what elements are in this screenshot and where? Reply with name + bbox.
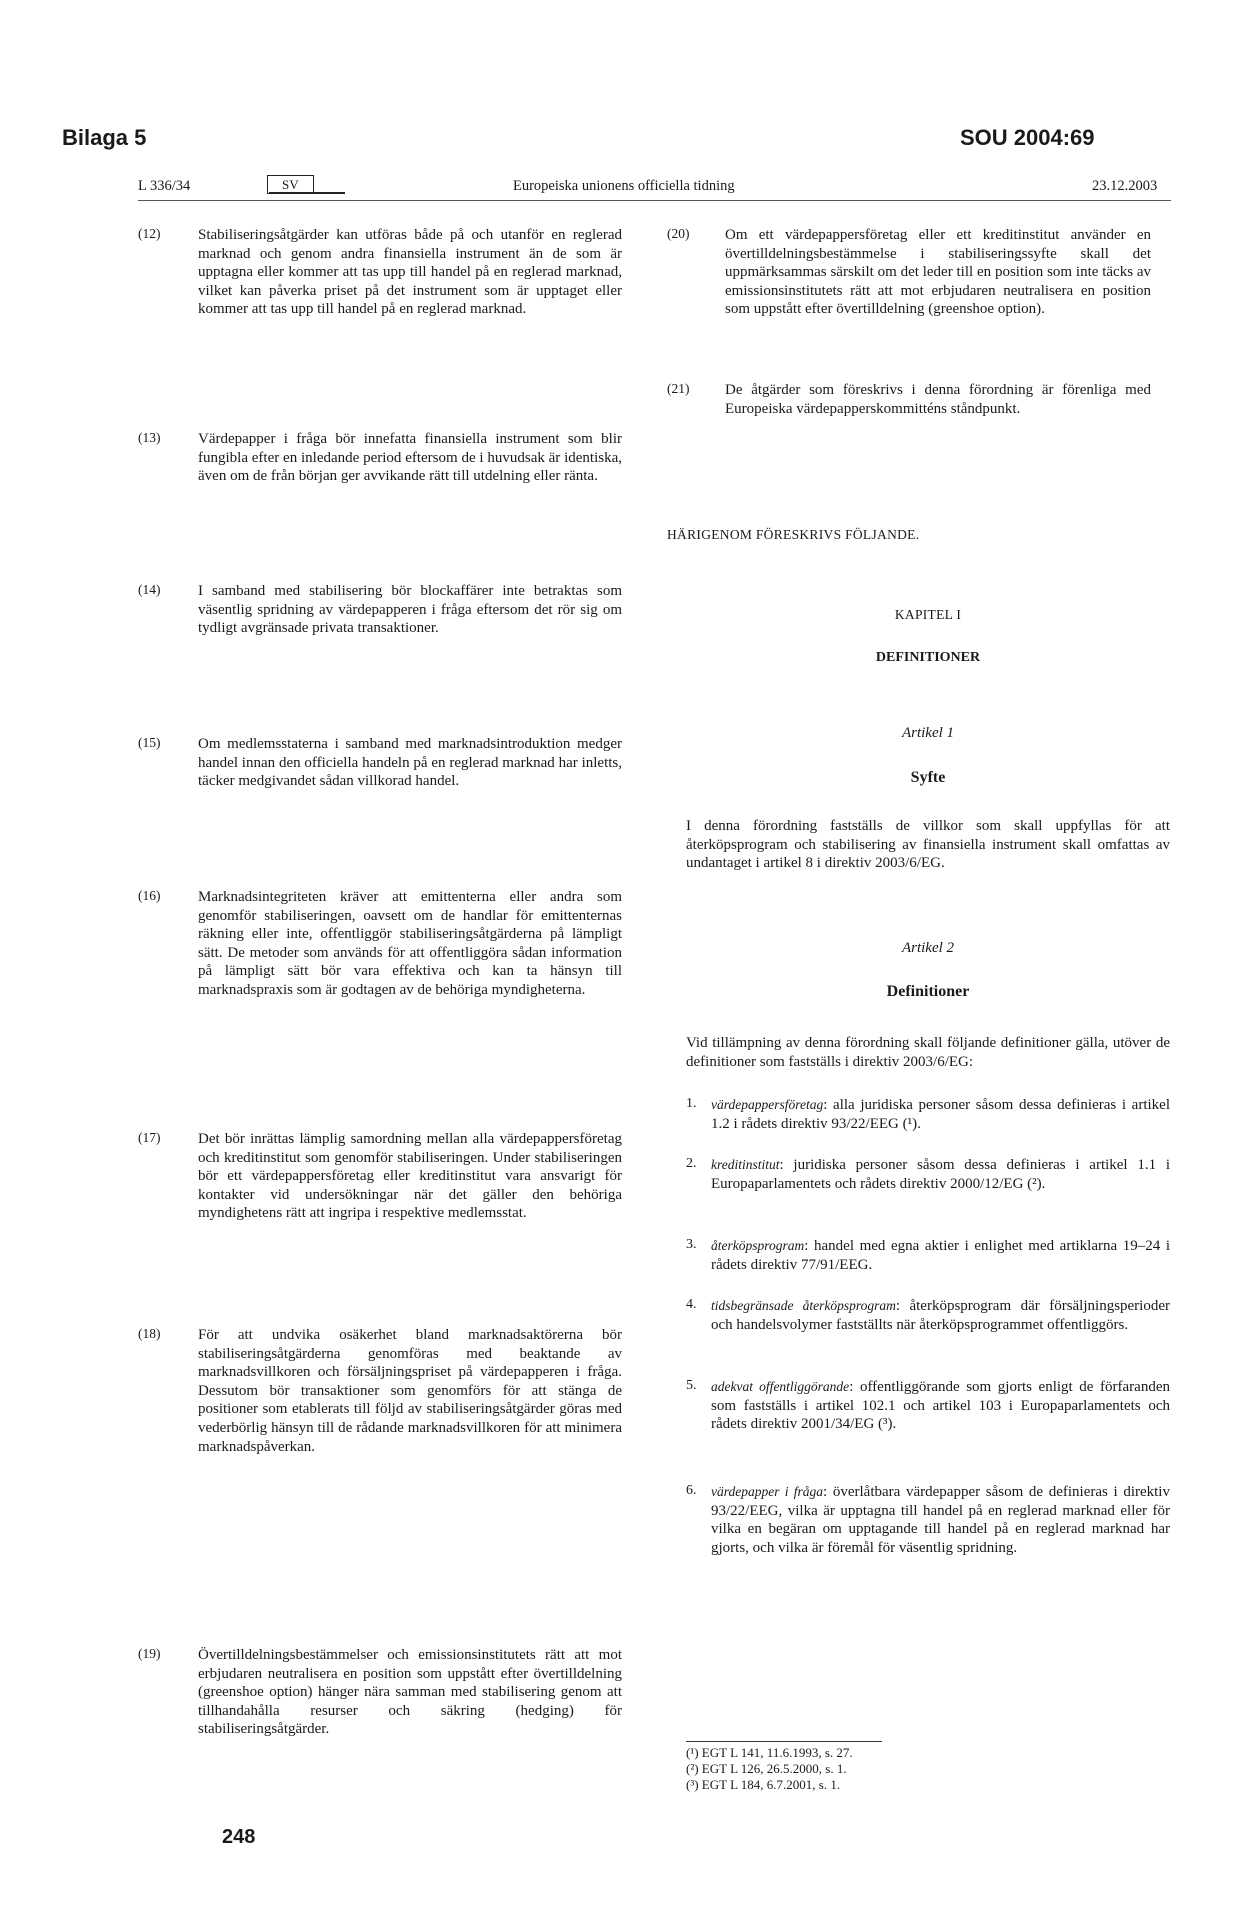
- definition-term: kreditinstitut: [711, 1157, 780, 1172]
- definition-text: : återköpsprogram där försäljningsperioder och handelsvolymer fastställts när återköpsprogrammet offentliggörs.: [711, 1298, 1170, 1333]
- definition-item: [686, 1483, 1170, 1557]
- recital-number: (21): [667, 381, 690, 396]
- recital-number: (18): [138, 1326, 161, 1341]
- recital-16: [138, 888, 622, 1000]
- definition-text: : juridiska personer såsom dessa definieras i artikel 1.1 i Europaparlamentets och rådets direktiv 2000/12/EG (²).: [711, 1157, 1170, 1192]
- report-reference: SOU 2004:69: [960, 125, 1095, 150]
- definition-item: [686, 1237, 1170, 1274]
- chapter-title: DEFINITIONER: [875, 650, 981, 665]
- recital-14: [138, 582, 622, 638]
- definition-item: [686, 1378, 1170, 1434]
- article-2-title: Definitioner: [886, 983, 970, 1000]
- recital-20: [667, 226, 1151, 319]
- recital-19: [138, 1646, 622, 1739]
- definition-term: adekvat offentliggörande: [711, 1379, 850, 1394]
- page-number: 248: [222, 1826, 256, 1848]
- recital-text: Om ett värdepappersföretag eller ett kreditinstitut använder en övertilldelningsbestämmelse i stabiliseringssyfte skall det uppmärksammas särskilt om det leder till en position som inte täcks av emissionsinstitutets rätt att mot erbjudaren neutralisera en position som uppstått efter övertilldelning (greenshoe option).: [725, 227, 1151, 318]
- footnote-1: (¹) EGT L 141, 11.6.1993, s. 27.: [686, 1745, 853, 1760]
- recital-number: (17): [138, 1130, 161, 1145]
- definition-number: 5.: [686, 1378, 697, 1393]
- recital-text: Övertilldelningsbestämmelser och emissionsinstitutets rätt att mot erbjudaren neutralisera en position som uppstått efter övertilldelning (greenshoe option) hänger nära samman med stabilisering genom att tillhandahålla resurser och säkring (hedging) för stabiliseringsåtgärder.: [198, 1647, 622, 1738]
- recital-13: [138, 430, 622, 486]
- definition-number: 3.: [686, 1237, 697, 1252]
- appendix-label: Bilaga 5: [62, 125, 147, 150]
- article-2-intro: Vid tillämpning av denna förordning skall följande definitioner gälla, utöver de definitioner som fastställs i direktiv 2003/6/EG:: [686, 1035, 1170, 1070]
- definition-text: : överlåtbara värdepapper såsom de definieras i direktiv 93/22/EEG, vilka är upptagna till handel på en reglerad marknad eller för vilka en begäran om upptagande till handel på en reglerad marknad har gjorts, och vilka är föremål för väsentlig spridning.: [711, 1484, 1170, 1556]
- definition-term: värdepapper i fråga: [711, 1484, 824, 1499]
- recital-text: Det bör inrättas lämplig samordning mellan alla värdepappersföretag och kreditinstitut som genomför stabiliseringen. Under stabiliseringen bör ett värdepappersföretag eller kreditinstitut vara ansvarigt för kontakter vid undersökningar när det gäller den behöriga myndighetens rätt att ingripa i respektive medlemsstat.: [198, 1131, 622, 1222]
- enacting-formula: HÄRIGENOM FÖRESKRIVS FÖLJANDE.: [667, 527, 920, 542]
- recital-number: (19): [138, 1646, 161, 1661]
- recital-15: [138, 735, 622, 791]
- article-1-text: I denna förordning fastställs de villkor som skall uppfyllas för att återköpsprogram och stabilisering av finansiella instrument skall omfattas av undantaget i artikel 8 i direktiv 2003/6/EG.: [686, 818, 1170, 872]
- recital-17: [138, 1130, 622, 1223]
- recital-text: Marknadsintegriteten kräver att emittenterna eller andra som genomför stabiliseringen, oavsett om de handlar för emittenternas räkning eller inte, offentliggör stabiliseringsåtgärderna på lämpligt sätt. De metoder som används för att offentliggöra sådan information på lämpligt sätt bör vara effektiva och kan ta hänsyn till marknadspraxis som är godtagen av de behöriga myndigheterna.: [198, 889, 622, 998]
- recital-18: [138, 1326, 622, 1456]
- recital-text: De åtgärder som föreskrivs i denna förordning är förenliga med Europeiska värdepapperskommitténs ståndpunkt.: [725, 382, 1151, 417]
- recital-12: [138, 226, 622, 319]
- journal-page-ref: L 336/34: [138, 178, 191, 194]
- chapter-label: KAPITEL I: [894, 607, 962, 622]
- recital-number: (12): [138, 226, 161, 241]
- definition-term: återköpsprogram: [711, 1238, 805, 1253]
- definition-number: 1.: [686, 1096, 697, 1111]
- article-1-label: Artikel 1: [901, 725, 955, 741]
- definition-item: [686, 1297, 1170, 1334]
- footnote-2: (²) EGT L 126, 26.5.2000, s. 1.: [686, 1761, 847, 1776]
- recital-text: Stabiliseringsåtgärder kan utföras både på och utanför en reglerad marknad och genom andra finansiella instrument än de som är upptagna eller kommer att tas upp till handel på en reglerad marknad, vilket kan påverka priset på det instrument som är upptaget eller kommer att tas upp till handel på en reglerad marknad.: [198, 227, 622, 318]
- recital-text: För att undvika osäkerhet bland marknadsaktörerna bör stabiliseringsåtgärderna genomföras med beaktande av marknadsvillkoren och försäljningspriset på värdepapperen i fråga. Dessutom bör transaktioner som genomförs för att stänga de positioner som etablerats till följd av stabiliseringsåtgärder göras med vederbörlig hänsyn till de rådande marknadsvillkoren för att minimera marknadspåverkan.: [198, 1327, 622, 1455]
- definition-item: [686, 1156, 1170, 1193]
- recital-21: [667, 381, 1151, 418]
- recital-number: (13): [138, 430, 161, 445]
- definition-item: [686, 1096, 1170, 1133]
- article-1-title: Syfte: [910, 769, 946, 786]
- definition-term: tidsbegränsade återköpsprogram: [711, 1298, 896, 1313]
- language-code-box: SV: [267, 175, 314, 194]
- recital-number: (16): [138, 888, 161, 903]
- recital-number: (20): [667, 226, 690, 241]
- header-rule: [138, 200, 1171, 201]
- recital-number: (15): [138, 735, 161, 750]
- journal-title: Europeiska unionens officiella tidning: [513, 178, 735, 194]
- recital-number: (14): [138, 582, 161, 597]
- journal-date: 23.12.2003: [1092, 178, 1158, 194]
- recital-text: Om medlemsstaterna i samband med marknadsintroduktion medger handel innan den officiella handeln på en reglerad marknad har inletts, täcker medgivandet sådan villkorad handel.: [198, 736, 622, 790]
- recital-text: Värdepapper i fråga bör innefatta finansiella instrument som blir fungibla efter en inledande period eftersom de i huvudsak är identiska, även om de från början ger avvikande rätt till utdelning eller ränta.: [198, 431, 622, 485]
- footnote-rule: [686, 1741, 882, 1742]
- footnote-3: (³) EGT L 184, 6.7.2001, s. 1.: [686, 1777, 841, 1792]
- definition-text: : offentliggörande som gjorts enligt de förfaranden som fastställs i artikel 102.1 och artikel 103 i Europaparlamentets och rådets direktiv 2001/34/EG (³).: [711, 1379, 1170, 1433]
- recital-text: I samband med stabilisering bör blockaffärer inte betraktas som väsentlig spridning av värdepapperen i fråga eftersom det rör sig om tydligt avgränsade privata transaktioner.: [198, 583, 622, 637]
- language-box-shadow: [269, 192, 345, 194]
- definition-number: 2.: [686, 1156, 697, 1171]
- definition-term: värdepappersföretag: [711, 1097, 824, 1112]
- definition-number: 4.: [686, 1297, 697, 1312]
- article-2-label: Artikel 2: [901, 940, 955, 956]
- definition-text: : handel med egna aktier i enlighet med artiklarna 19–24 i rådets direktiv 77/91/EEG.: [711, 1238, 1170, 1273]
- definition-text: : alla juridiska personer såsom dessa definieras i artikel 1.2 i rådets direktiv 93/22/EEG (¹).: [711, 1097, 1170, 1132]
- definition-number: 6.: [686, 1483, 697, 1498]
